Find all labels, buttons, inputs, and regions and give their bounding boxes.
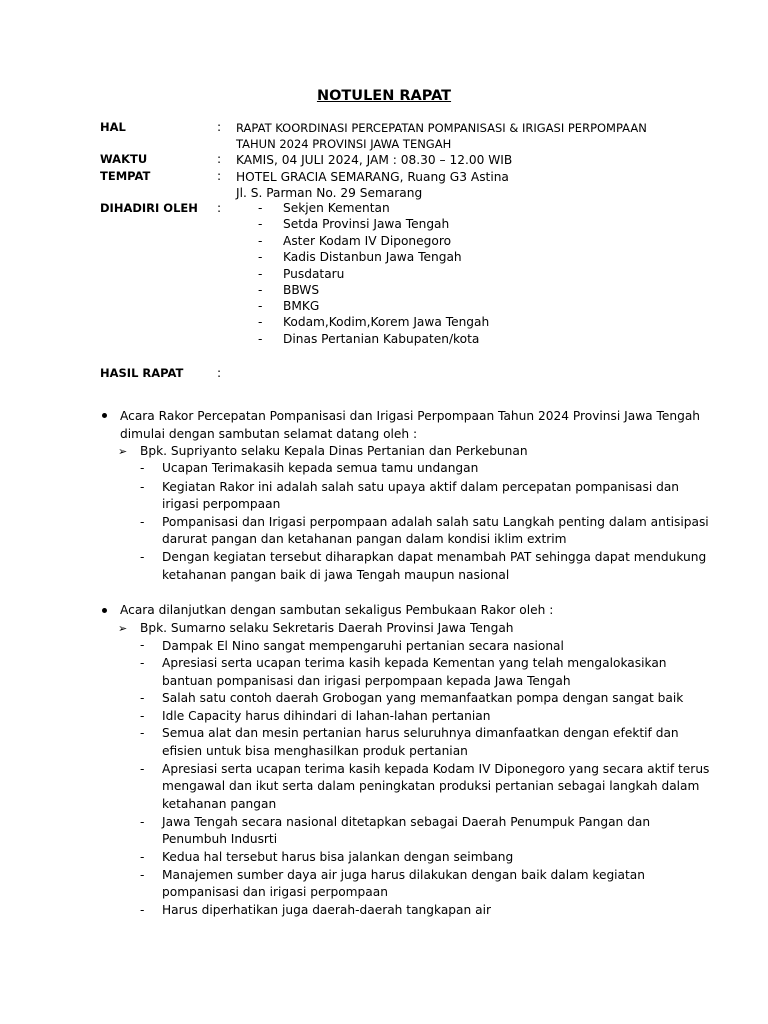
section2-point: Harus diperhatikan juga daerah-daerah tangkapan air	[162, 903, 491, 917]
attendee-name: BBWS	[283, 283, 320, 297]
section2-intro: Acara dilanjutkan dengan sambutan sekaligus Pembukaan Rakor oleh :	[120, 603, 554, 617]
section2-point: Apresiasi serta ucapan terima kasih kepada Kementan yang telah mengalokasikan	[162, 656, 667, 670]
section1-speaker: Bpk. Supriyanto selaku Kepala Dinas Pertanian dan Perkebunan	[140, 444, 528, 458]
tempat-value-line2: Jl. S. Parman No. 29 Semarang	[236, 186, 423, 200]
colon: :	[217, 366, 222, 380]
tempat-value	[236, 169, 509, 201]
attendee-item	[258, 267, 344, 281]
colon: :	[217, 169, 222, 183]
section2-point: Kedua hal tersebut harus bisa jalankan dengan seimbang	[162, 850, 514, 864]
dash-marker: -	[258, 250, 263, 264]
section2-point: Idle Capacity harus dihindari di lahan-lahan pertanian	[162, 709, 491, 723]
section2-point-cont: bantuan pompanisasi dan irigasi perpompaan kepada Jawa Tengah	[162, 674, 571, 688]
attendee-name: Kadis Distanbun Jawa Tengah	[283, 250, 462, 264]
dash-marker: -	[258, 217, 263, 231]
section2-point: Semua alat dan mesin pertanian harus seluruhnya dimanfaatkan dengan efektif dan	[162, 726, 679, 740]
dash-marker: -	[140, 480, 145, 494]
attendee-item	[258, 332, 479, 346]
hal-value-line2: TAHUN 2024 PROVINSI JAWA TENGAH	[236, 137, 452, 151]
attendee-name: Kodam,Kodim,Korem Jawa Tengah	[283, 315, 490, 329]
dash-marker: -	[140, 762, 145, 776]
section2-point-cont: ketahanan pangan	[162, 797, 277, 811]
bullet-icon	[102, 608, 107, 613]
section1-point: Ucapan Terimakasih kepada semua tamu undangan	[162, 461, 479, 475]
attendee-item	[258, 201, 390, 215]
dihadiri-label: DIHADIRI OLEH	[100, 201, 198, 215]
dash-marker: -	[140, 656, 145, 670]
section2-point: Jawa Tengah secara nasional ditetapkan sebagai Daerah Penumpuk Pangan dan	[162, 815, 651, 829]
dash-marker: -	[140, 815, 145, 829]
hal-value-line1: RAPAT KOORDINASI PERCEPATAN POMPANISASI & IRIGASI PERPOMPAAN	[236, 121, 647, 135]
section2-point: Manajemen sumber daya air juga harus dilakukan dengan baik dalam kegiatan	[162, 868, 646, 882]
dash-marker: -	[140, 709, 145, 723]
dash-marker: -	[140, 515, 145, 529]
attendee-name: Sekjen Kementan	[283, 201, 390, 215]
dash-marker: -	[140, 638, 145, 652]
dash-marker: -	[140, 850, 145, 864]
attendee-item	[258, 283, 319, 297]
dash-marker: -	[140, 726, 145, 740]
attendee-name: Aster Kodam IV Diponegoro	[283, 234, 452, 248]
section2-point: Salah satu contoh daerah Grobogan yang memanfaatkan pompa dengan sangat baik	[162, 691, 684, 705]
attendee-name: Dinas Pertanian Kabupaten/kota	[283, 332, 480, 346]
attendee-name: Pusdataru	[283, 267, 345, 281]
section1-intro-line2: dimulai dengan sambutan selamat datang oleh :	[120, 427, 418, 441]
dash-marker: -	[140, 461, 145, 475]
dash-marker: -	[258, 267, 263, 281]
section1-point: Pompanisasi dan Irigasi perpompaan adalah salah satu Langkah penting dalam antisipasi	[162, 515, 709, 529]
waktu-value: KAMIS, 04 JULI 2024, JAM : 08.30 – 12.00 WIB	[236, 153, 513, 167]
dash-marker: -	[258, 234, 263, 248]
page-title: NOTULEN RAPAT	[316, 88, 452, 104]
attendee-item	[258, 250, 462, 264]
tempat-label: TEMPAT	[100, 169, 151, 183]
hal-label: HAL	[100, 120, 126, 134]
dash-marker: -	[258, 332, 263, 346]
section2-speaker: Bpk. Sumarno selaku Sekretaris Daerah Provinsi Jawa Tengah	[140, 621, 514, 635]
dash-marker: -	[258, 201, 263, 215]
attendee-name: BMKG	[283, 299, 320, 313]
section2-point-cont: Penumbuh Indusrti	[162, 832, 278, 846]
section1-point-cont: darurat pangan dan ketahanan pangan dalam kondisi iklim extrim	[162, 532, 567, 546]
arrow-bullet-icon: ➢	[118, 622, 128, 635]
section1-point: Kegiatan Rakor ini adalah salah satu upaya aktif dalam percepatan pompanisasi dan	[162, 480, 680, 494]
dash-marker: -	[258, 315, 263, 329]
section2-point: Dampak El Nino sangat mempengaruhi pertanian secara nasional	[162, 639, 564, 653]
hasil-label: HASIL RAPAT	[100, 366, 184, 380]
bullet-icon	[102, 413, 107, 418]
arrow-bullet-icon: ➢	[118, 445, 128, 458]
waktu-label: WAKTU	[100, 152, 148, 166]
section2-point: Apresiasi serta ucapan terima kasih kepada Kodam IV Diponegoro yang secara aktif terus	[162, 762, 710, 776]
dash-marker: -	[140, 550, 145, 564]
section2-point-cont: pompanisasi dan irigasi perpompaan	[162, 885, 388, 899]
tempat-value-line1: HOTEL GRACIA SEMARANG, Ruang G3 Astina	[236, 170, 509, 184]
attendee-item	[258, 217, 449, 231]
dash-marker: -	[258, 283, 263, 297]
dash-marker: -	[140, 903, 145, 917]
colon: :	[217, 120, 222, 134]
colon: :	[217, 201, 222, 215]
section1-point-cont: irigasi perpompaan	[162, 497, 281, 511]
section2-point-cont: efisien untuk bisa menghasilkan produk pertanian	[162, 744, 468, 758]
colon: :	[217, 152, 222, 166]
dash-marker: -	[140, 691, 145, 705]
attendee-name: Setda Provinsi Jawa Tengah	[283, 217, 450, 231]
section1-intro-line1: Acara Rakor Percepatan Pompanisasi dan Irigasi Perpompaan Tahun 2024 Provinsi Jawa Tengah	[120, 409, 701, 423]
dash-marker: -	[258, 299, 263, 313]
attendee-item	[258, 234, 451, 248]
section2-point-cont: mengawal dan ikut serta dalam peningkatan produksi pertanian sebagai langkah dalam	[162, 779, 700, 793]
hal-value	[236, 120, 647, 152]
attendee-item	[258, 299, 319, 313]
dash-marker: -	[140, 868, 145, 882]
section1-point: Dengan kegiatan tersebut diharapkan dapat menambah PAT sehingga dapat mendukung	[162, 550, 707, 564]
attendee-item	[258, 315, 489, 329]
section1-point-cont: ketahanan pangan baik di jawa Tengah maupun nasional	[162, 568, 510, 582]
